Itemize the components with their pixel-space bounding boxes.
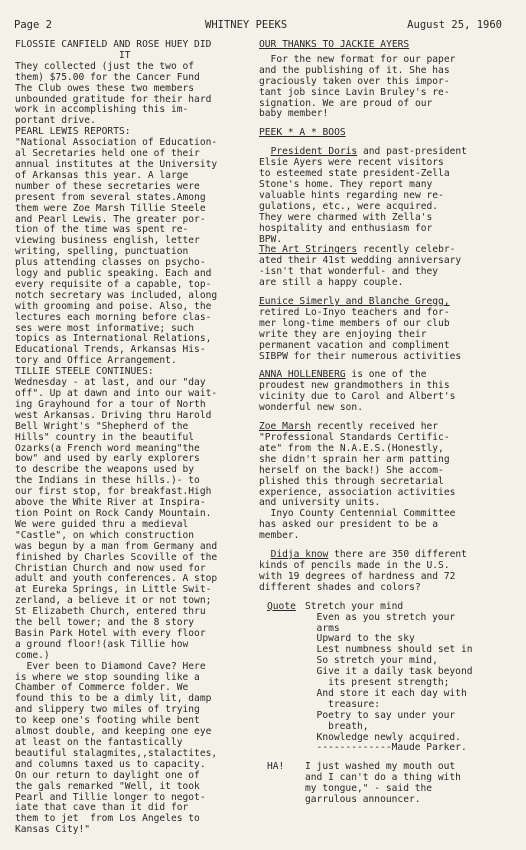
zoe-rest: recently received her — [310, 421, 439, 433]
art-body: ated their 41st wedding anniversary -isn't that wonderful- and they are still a happy couple. — [259, 255, 462, 289]
thanks-body: For the new format for our paper and the publishing of it. She has graciously taken over this impor- tant job since Lavin Bruley's re- signation. We are proud of our baby member! — [259, 53, 456, 120]
doris-body: Elsie Ayers were recent visitors to esteemed state president-Zella Stone's home. They report many valuable hints regarding new re- gulations, etc., were acquired. They were charmed with Zella's hospitality and enthusiasm for BPW. — [259, 157, 450, 245]
inyo-body: Inyo County Centennial Committee has asked our president to be a member. — [259, 508, 456, 542]
flossie-body: They collected (just the two of them) $75.00 for the Cancer Fund The Club owes these two members unbounded gratitude for their hard work in accomplishing this im- portant drive. — [15, 60, 212, 127]
left-column — [15, 40, 255, 836]
ha-body: I just washed my mouth out and I can't do a thing with my tongue," - said the garrulous announcer. — [305, 761, 461, 806]
zoe-lead: Zoe Marsh — [259, 421, 311, 433]
peek-a-boos-heading: PEEK * A * BOOS — [259, 127, 346, 139]
doris-rest: and past-president — [357, 146, 467, 158]
newsletter-title: WHITNEY PEEKS — [205, 19, 288, 31]
eunice-body: retired Lo-Inyo teachers and for- mer long-time members of our club write they are enjoying their permanent vacation and compliment SIBPW for their numerous activities — [259, 306, 462, 362]
didja-rest: there are 350 different — [328, 549, 467, 561]
didja-lead: Didja know — [270, 549, 329, 561]
zoe-body: "Professional Standards Certific- ate" from the N.A.E.S.(Honestly, she didn't sprain her arm patting herself on the back!) She accom- plished this through secretarial experience, association activities and university units. — [259, 432, 456, 509]
doris-lead: President Doris — [270, 146, 358, 158]
tillie-body: Wednesday - at last, and our "day off". Up at dawn and into our wait- ing Grayhound for a tour of North west Arkansas. Driving thru Harold Bell Wright's "Shepherd of the Hills" country in the beautiful Ozarks(a French word meaning"the bow" and used by early explorers to describe the weapons used by the Indians in these hills.)- to our first stop, for breakfast.High above the White River at Inspira- tion Point on Rock Candy Mountain. We were guided thru a medieval "Castle", on which construction was begun by a man from Germany and finished by Charles Scoville of the Christian Church and now used for adult and youth conferences. A stop at Eureka Springs, in Little Swit- zerland, a believe it or not town; St Elizabeth Church, entered thru the bell tower; and the 8 story Basin Park Hotel with every floor a ground floor!(ask Tillie how come.) — [15, 377, 218, 661]
art-rest: recently celebr- — [357, 244, 456, 256]
pearl-heading: PEARL LEWIS REPORTS: — [15, 126, 131, 138]
page-number: Page 2 — [14, 19, 52, 31]
page-header — [14, 19, 512, 33]
ha-tag: HA! — [267, 761, 285, 773]
quote-tag: Quote — [267, 600, 296, 612]
art-lead: The Art Stringers — [259, 244, 358, 256]
anna-body: proudest new grandmothers in this vicinity due to Carol and Albert's wonderful new son. — [259, 380, 456, 414]
diamond-cave-body: Ever been to Diamond Cave? Here is where we stop sounding like a Chamber of Commerce folder. We found this to be a dimly lit, damp and slippery two miles of trying to keep one's footing while bent almost double, and keeping one eye at least on the fantastically beautiful stalagmites,,stalactites, and columns taxed us to capacity. On our return to daylight one of the gals remarked "Well, it took Pearl and Tillie longer to negot- iate that cave than it did for them to jet from Los Angeles to Kansas City!" — [15, 660, 218, 836]
right-column — [259, 40, 509, 806]
eunice-lead: Eunice Simerly and Blanche Gregg, — [259, 296, 450, 308]
didja-body: kinds of pencils made in the U.S. with 19 degrees of hardness and 72 different shades and colors? — [259, 559, 456, 593]
ha-block — [259, 762, 509, 806]
pearl-body: "National Association of Education- al Secretaries held one of their annual institutes at the University of Arkansas this year. A large number of these secretaries were present from several states.Among them were Zoe Marsh Tillie Steele and Pearl Lewis. The greater por- tion of the time was spent re- viewing business english, letter writing, spelling, punctuation plus attending classes on psycho- logy and public speaking. Each and every requisite of a capable, top- notch secretary was included, along with grooming and poise. Also, the lectures each morning before clas- ses were most informative; such topics as International Relations, Educational Trends, Arkansas His- tory and Office Arrangement. — [15, 137, 218, 367]
tillie-heading: TILLIE STEELE CONTINUES: — [15, 366, 154, 378]
quote-block — [259, 602, 509, 755]
thanks-heading: OUR THANKS TO JACKIE AYERS — [259, 39, 410, 50]
anna-rest: is one of the — [345, 369, 427, 381]
quote-poem: Stretch your mind Even as you stretch your arms Upward to the sky Lest numbness should set in So stretch your mind, Give it a daily task beyond its present strength; And store it each day with treasure: Poetry to say under your breath, Knowledge newly acquired. -------------Maude Parker. — [305, 600, 473, 754]
anna-lead: ANNA HOLLENBERG — [259, 369, 346, 381]
issue-date: August 25, 1960 — [407, 19, 502, 31]
flossie-heading: FLOSSIE CANFIELD AND ROSE HUEY DID IT — [15, 39, 212, 61]
